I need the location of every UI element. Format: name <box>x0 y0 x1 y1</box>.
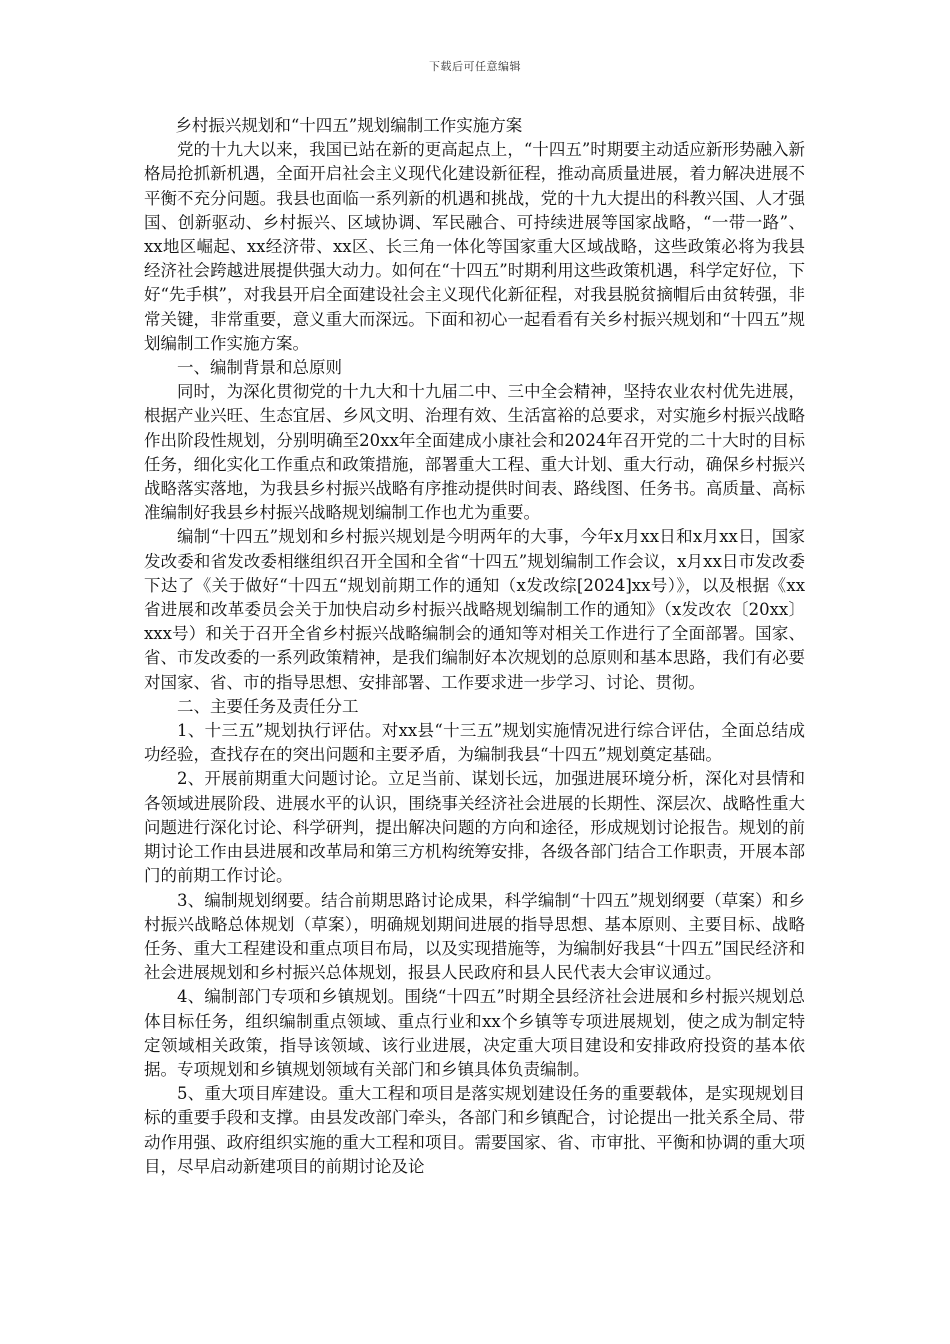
paragraph-background: 同时，为深化贯彻党的十九大和十九届二中、三中全会精神，坚持农业农村优先进展，根据产业兴旺、生态宜居、乡风文明、治理有效、生活富裕的总要求，对实施乡村振兴战略作出阶段性规划，分别明确至20xx年全面建成小康社会和2024年召开党的二十大时的目标任务，细化实化工作重点和政策措施，部署重大工程、重大计划、重大行动，确保乡村振兴战略落实落地，为我县乡村振兴战略有序推动提供时间表、路线图、任务书。高质量、高标准编制好我县乡村振兴战略规划编制工作也尤为重要。 <box>144 382 805 523</box>
paragraph-task-5: 5、重大项目库建设。重大工程和项目是落实规划建设任务的重要载体，是实现规划目标的重要手段和支撑。由县发改部门牵头，各部门和乡镇配合，讨论提出一批关系全局、带动作用强、政府组织实施的重大工程和项目。需要国家、省、市审批、平衡和协调的重大项目，尽早启动新建项目的前期讨论及论 <box>144 1084 805 1176</box>
document-title: 乡村振兴规划和“十四五”规划编制工作实施方案 <box>175 116 523 135</box>
paragraph-task-3: 3、编制规划纲要。结合前期思路讨论成果，科学编制“十四五”规划纲要（草案）和乡村振兴战略总体规划（草案），明确规划期间进展的指导思想、基本原则、主要目标、战略任务、重大工程建设和重点项目布局，以及实现措施等，为编制好我县“十四五”国民经济和社会进展规划和乡村振兴总体规划，报县人民政府和县人民代表大会审议通过。 <box>144 890 805 983</box>
section-heading-2: 二、主要任务及责任分工 <box>177 696 359 716</box>
paragraph-task-1: 1、十三五”规划执行评估。对xx县“十三五”规划实施情况进行综合评估，全面总结成功经验，查找存在的突出问题和主要矛盾，为编制我县“十四五”规划奠定基础。 <box>144 721 805 765</box>
paragraph-planning: 编制“十四五”规划和乡村振兴规划是今明两年的大事，今年x月xx日和x月xx日，国家发改委和省发改委相继组织召开全国和全省“十四五”规划编制工作会议，x月xx日市发改委下达了《关于做好“十四五“规划前期工作的通知（x发改综[2024]xx号）》，以及根据《xx省进展和改革委员会关于加快启动乡村振兴战略规划编制工作的通知》（x发改农〔20xx〕xxx号）和关于召开全省乡村振兴战略编制会的通知等对相关工作进行了全面部署。国家、省、市发改委的一系列政策精神，是我们编制好本次规划的总原则和基本思路，我们有必要对国家、省、市的指导思想、安排部署、工作要求进一步学习、讨论、贯彻。 <box>144 527 805 692</box>
paragraph-task-4: 4、编制部门专项和乡镇规划。围绕“十四五”时期全县经济社会进展和乡村振兴规划总体目标任务，组织编制重点领域、重点行业和xx个乡镇等专项进展规划，使之成为制定特定领域相关政策，指导该领域、该行业进展，决定重大项目建设和安排政府投资的基本依据。专项规划和乡镇规划领域有关部门和乡镇具体负责编制。 <box>144 987 805 1079</box>
paragraph-task-2: 2、开展前期重大问题讨论。立足当前、谋划长远，加强进展环境分析，深化对县情和各领域进展阶段、进展水平的认识，围绕事关经济社会进展的长期性、深层次、战略性重大问题进行深化讨论、科学研判，提出解决问题的方向和途径，形成规划讨论报告。规划的前期讨论工作由县进展和改革局和第三方机构统筹安排，各级各部门结合工作职责，开展本部门的前期工作讨论。 <box>144 769 805 886</box>
section-heading-1: 一、编制背景和总原则 <box>177 358 342 378</box>
paragraph-intro: 党的十九大以来，我国已站在新的更高起点上，“十四五”时期要主动适应新形势融入新格局抢抓新机遇，全面开启社会主义现代化建设新征程，推动高质量进展，着力解决进展不平衡不充分问题。我县也面临一系列新的机遇和挑战，党的十九大提出的科教兴国、人才强国、创新驱动、乡村振兴、区域协调、军民融合、可持续进展等国家战略，“一带一路”、xx地区崛起、xx经济带、xx区、长三角一体化等国家重大区域战略，这些政策必将为我县经济社会跨越进展提供强大动力。如何在“十四五”时期利用这些政策机遇，科学定好位，下好“先手棋”，对我县开启全面建设社会主义现代化新征程，对我县脱贫摘帽后由贫转强，非常关键，非常重要，意义重大而深远。下面和初心一起看看有关乡村振兴规划和“十四五”规划编制工作实施方案。 <box>144 140 805 353</box>
header-note: 下载后可任意编辑 <box>429 60 521 73</box>
document-body <box>144 114 805 1179</box>
